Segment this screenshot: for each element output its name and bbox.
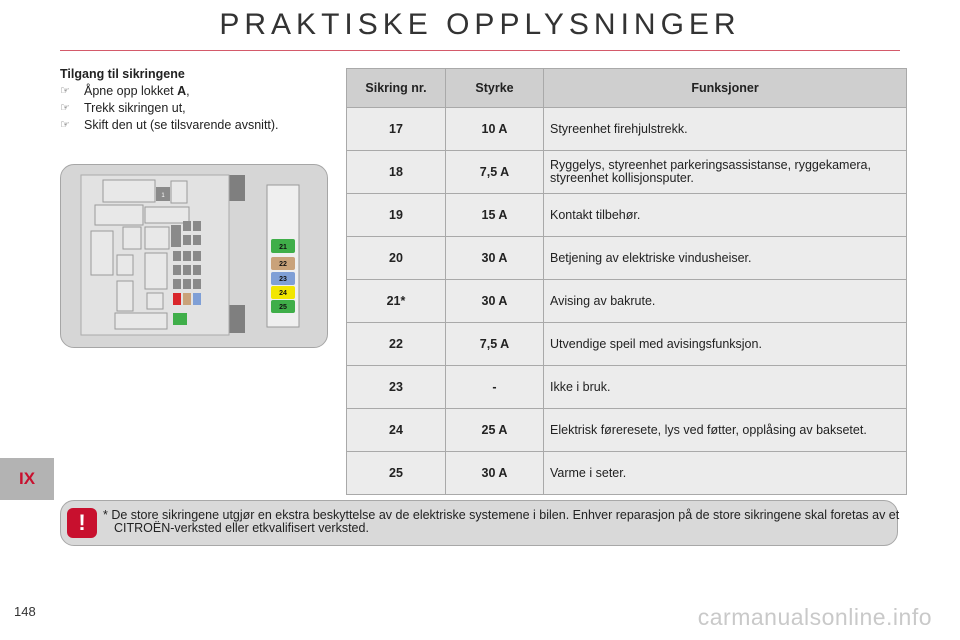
fuse-function: Utvendige speil med avisingsfunksjon. [544, 323, 907, 366]
chapter-label: IX [18, 469, 36, 488]
fuse-strength: 30 A [446, 452, 544, 495]
fuse-strength: 30 A [446, 237, 544, 280]
relay-outline [117, 281, 133, 311]
access-step [60, 100, 340, 117]
relay-outline [115, 313, 167, 329]
fuse-strength: 15 A [446, 194, 544, 237]
warning-text: * De store sikringene utgjør en ekstra beskyttelse av de elektriske systemene i bilen. Enhver reparasjon på de store sikringene skal foretas av et CITROËN-verksted eller etkvalifisert verksted. [103, 508, 900, 535]
fuse-label: 21 [279, 244, 287, 251]
access-step [60, 117, 340, 134]
table-row [347, 323, 907, 366]
relay-outline [91, 231, 113, 275]
fuse-number: 25 [347, 452, 446, 495]
fuse-function: Ikke i bruk. [544, 366, 907, 409]
fuse-number: 20 [347, 237, 446, 280]
fuse-strength: - [446, 366, 544, 409]
fuse-function: Elektrisk føreresete, lys ved føtter, opplåsing av baksetet. [544, 409, 907, 452]
pointing-hand-icon: ☞ [60, 119, 70, 131]
table-row [347, 194, 907, 237]
access-step-text: Åpne opp lokket [84, 84, 178, 98]
fuse-number: 21* [347, 280, 446, 323]
column-header: Styrke [446, 69, 544, 108]
relay-outline [95, 205, 143, 225]
relay-outline [123, 227, 141, 249]
fuse-number: 17 [347, 108, 446, 151]
chapter-tab[interactable] [0, 458, 54, 500]
fuse-function: Ryggelys, styreenhet parkeringsassistanse, ryggekamera, styreenhet kollisjonsputer. [544, 151, 907, 194]
fuse-function: Avising av bakrute. [544, 280, 907, 323]
column-header: Funksjoner [544, 69, 907, 108]
lid-label: A [177, 84, 187, 98]
table-row [347, 280, 907, 323]
fuse-strength: 7,5 A [446, 323, 544, 366]
pointing-hand-icon: ☞ [60, 102, 70, 114]
access-heading: Tilgang til sikringene [60, 67, 185, 81]
table-row [347, 108, 907, 151]
fuse-number: 23 [347, 366, 446, 409]
watermark: carmanualsonline.info [697, 604, 932, 630]
fuse-label: 25 [279, 304, 287, 311]
fuse-access-instructions [60, 66, 340, 134]
title-divider [60, 50, 900, 51]
access-step [60, 83, 340, 100]
fuse-number: 19 [347, 194, 446, 237]
fuse-function: Betjening av elektriske vindusheiser. [544, 237, 907, 280]
fuse-number: 22 [347, 323, 446, 366]
fuse-strength: 10 A [446, 108, 544, 151]
fuse-strength: 30 A [446, 280, 544, 323]
fuse-number: 24 [347, 409, 446, 452]
fuse-number: 18 [347, 151, 446, 194]
fuse-strength: 7,5 A [446, 151, 544, 194]
table-row [347, 237, 907, 280]
table-row [347, 151, 907, 194]
fuse-function: Styreenhet firehjulstrekk. [544, 108, 907, 151]
fuse-function: Kontakt tilbehør. [544, 194, 907, 237]
relay-outline [103, 180, 155, 202]
fuse-function: Varme i seter. [544, 452, 907, 495]
fuse-label: 23 [279, 276, 287, 283]
fuse-label: 24 [279, 290, 287, 297]
page-number: 148 [14, 604, 36, 619]
fuse-box-illustration [61, 165, 327, 347]
pointing-hand-icon: ☞ [60, 85, 70, 97]
relay-outline [171, 181, 187, 203]
warning-box [60, 500, 898, 546]
table-header-row [347, 69, 907, 108]
access-step-text: Trekk sikringen ut, [84, 101, 186, 115]
relay-outline [145, 253, 167, 289]
fuse-strength: 25 A [446, 409, 544, 452]
fuse-box-diagram [60, 164, 328, 348]
access-step-text: Skift den ut (se tilsvarende avsnitt). [84, 118, 279, 132]
page-title: PRAKTISKE OPPLYSNINGER [219, 8, 741, 41]
warning-icon: ! [67, 508, 97, 538]
relay-outline [145, 227, 169, 249]
table-row [347, 409, 907, 452]
relay-outline [117, 255, 133, 275]
fuse-label: 22 [279, 261, 287, 268]
table-row [347, 452, 907, 495]
column-header: Sikring nr. [347, 69, 446, 108]
access-step-tail: , [186, 84, 190, 98]
relay-outline [147, 293, 163, 309]
fuse-label: 1 [161, 193, 165, 199]
fuse-table [346, 68, 907, 495]
relay-outline [145, 207, 189, 223]
table-row [347, 366, 907, 409]
